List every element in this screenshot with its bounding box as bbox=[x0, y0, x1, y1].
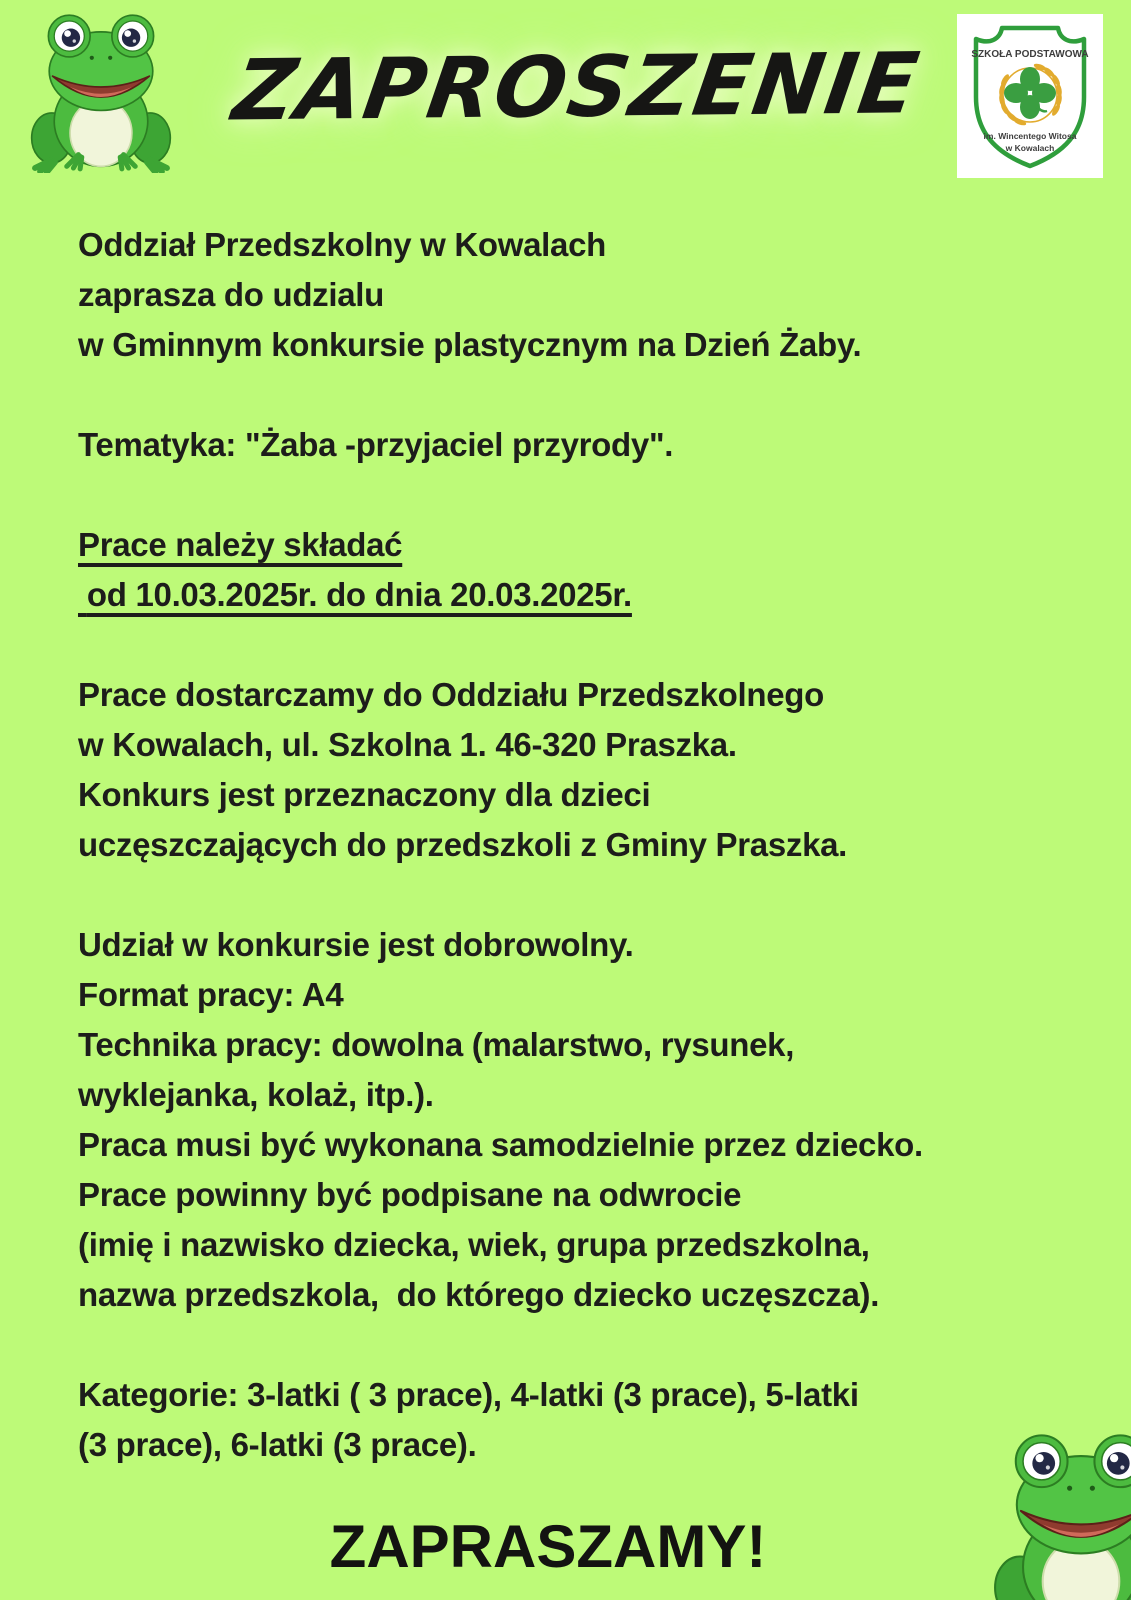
poster-text-line: nazwa przedszkola, do którego dziecko uczęszcza). bbox=[78, 1276, 880, 1313]
poster-text-line: Udział w konkursie jest dobrowolny. bbox=[78, 926, 634, 963]
poster-text-line: Format pracy: A4 bbox=[78, 976, 344, 1013]
frog-icon bbox=[30, 6, 172, 173]
poster-text-line: wyklejanka, kolaż, itp.). bbox=[78, 1076, 434, 1113]
poster-closing: ZAPRASZAMY! bbox=[329, 1513, 767, 1580]
poster-text-line: Tematyka: "Żaba -przyjaciel przyrody". bbox=[78, 426, 674, 463]
poster-text-line: Prace dostarczamy do Oddziału Przedszkolnego bbox=[78, 676, 825, 713]
frog-illustration-icon bbox=[30, 6, 172, 178]
poster-body bbox=[78, 220, 1101, 1520]
badge-patron: im. Wincentego Witosa bbox=[983, 131, 1077, 141]
frog-icon bbox=[993, 1424, 1131, 1600]
poster-paragraph bbox=[78, 670, 1101, 870]
poster-paragraph bbox=[78, 420, 1101, 470]
poster-text-line: Praca musi być wykonana samodzielnie przez dziecko. bbox=[78, 1126, 923, 1163]
poster-text-line: Prace powinny być podpisane na odwrocie bbox=[78, 1176, 742, 1213]
badge-location: w Kowalach bbox=[1005, 143, 1055, 153]
poster-text-line: Kategorie: 3-latki ( 3 prace), 4-latki (3 prace), 5-latki bbox=[78, 1376, 859, 1413]
poster-title: ZAPROSZENIE bbox=[227, 34, 927, 140]
poster-text-line: (imię i nazwisko dziecka, wiek, grupa przedszkolna, bbox=[78, 1226, 870, 1263]
poster-paragraph bbox=[78, 920, 1101, 1320]
poster-text-line: w Gminnym konkursie plastycznym na Dzień Żaby. bbox=[78, 326, 862, 363]
school-shield-icon bbox=[957, 14, 1103, 178]
badge-school-type: SZKOŁA PODSTAWOWA bbox=[971, 49, 1089, 60]
frog-illustration-icon bbox=[993, 1424, 1131, 1600]
poster-paragraph-deadline bbox=[78, 520, 1101, 620]
poster-text-line: zaprasza do udzialu bbox=[78, 276, 385, 313]
poster-text-line: Prace należy składać bbox=[78, 526, 403, 563]
poster-text-line: od 10.03.2025r. do dnia 20.03.2025r. bbox=[78, 576, 632, 613]
poster-paragraph bbox=[78, 220, 1101, 370]
poster-text-line: (3 prace), 6-latki (3 prace). bbox=[78, 1426, 477, 1463]
poster-text-line: Technika pracy: dowolna (malarstwo, rysunek, bbox=[78, 1026, 795, 1063]
poster-text-line: Oddział Przedszkolny w Kowalach bbox=[78, 226, 606, 263]
poster-text-line: uczęszczających do przedszkoli z Gminy Praszka. bbox=[78, 826, 848, 863]
school-badge bbox=[957, 14, 1103, 178]
poster-paragraph bbox=[78, 1370, 1101, 1470]
poster-text-line: Konkurs jest przeznaczony dla dzieci bbox=[78, 776, 651, 813]
poster-text-line: w Kowalach, ul. Szkolna 1. 46-320 Praszka. bbox=[78, 726, 737, 763]
